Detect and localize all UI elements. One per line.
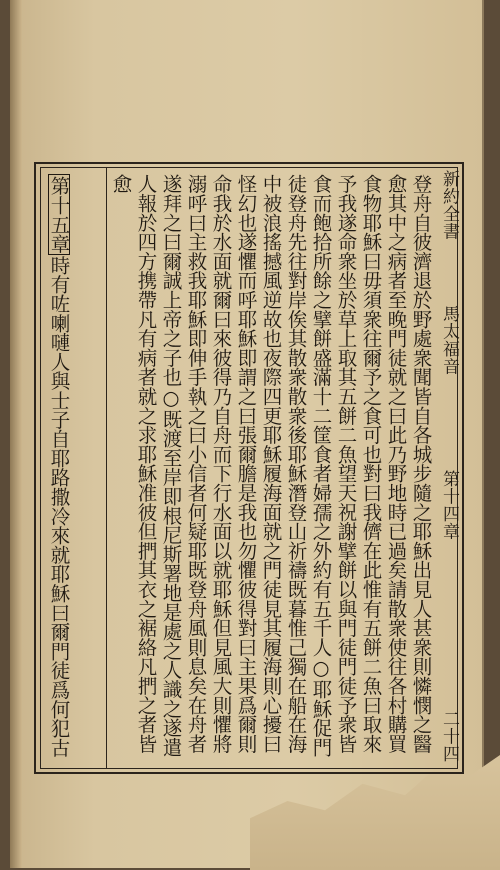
text-column-4: 予我遂命衆坐於草上取其五餅二魚望天祝謝擘餅以與門徒門徒予衆皆 — [334, 174, 358, 754]
text-column-9: 命我於水面就爾曰來彼得乃自舟而下行水面以就耶穌但見風大則懼將 — [209, 174, 233, 754]
text-column-1: 登舟自彼濟退於野處衆聞皆自各城步隨之耶穌出見人甚衆則憐憫之醫 — [409, 174, 433, 754]
text-column-7: 中被浪搖撼風逆故也夜際四更耶穌履海面就之門徒見其履海則心擾曰 — [259, 174, 283, 754]
text-column-13: 愈 — [109, 174, 133, 194]
text-column-14 — [48, 174, 70, 766]
text-column-11: 遂拜之曰爾誠上帝之子也○既渡至岸即根尼斯署地是處之人識之遂遣 — [159, 174, 183, 757]
book-title: 新約全書 — [439, 170, 459, 240]
text-column-12: 人報於四方携帶凡有病者就之求耶穌准彼但捫其衣之裾絡凡捫之者皆 — [134, 174, 158, 754]
chapter-15-marker: 第十五章 — [47, 176, 71, 254]
page-number: 二十四 — [439, 710, 459, 763]
text-column-10: 溺呼曰主救我耶穌即伸手執之曰小信者何疑耶既登舟風則息矣在舟者 — [184, 174, 208, 754]
page-edge — [10, 0, 22, 868]
text-column-8: 怪幻也遂懼而呼耶穌即謂之曰張爾膽是我也勿懼彼得對曰主果爲爾則 — [234, 174, 258, 754]
gospel-title: 馬太福音 — [439, 305, 459, 375]
text-column-3: 食物耶穌曰毋須衆往爾予之食可也對曰我儕在此惟有五餅二魚曰取來 — [359, 174, 383, 754]
text-column-6: 徒登舟先往對岸俟其散衆散衆後耶穌潛登山祈禱既暮惟己獨在船在海 — [284, 174, 308, 754]
chapter-heading: 第十四章 — [439, 470, 459, 540]
chapter-15-text: 時有咗喇嗹人與士子自耶路撒冷來就耶穌曰爾門徒爲何犯古 — [47, 255, 71, 758]
text-column-2: 愈其中之病者至晚門徒就之曰此乃野地時已過矣請散衆使往各村購買 — [384, 174, 408, 754]
header-rule — [106, 167, 107, 769]
text-column-5: 食而飽拾所餘之擘餅盛滿十二筐食者婦孺之外約有五千人○耶穌促門 — [309, 174, 333, 757]
